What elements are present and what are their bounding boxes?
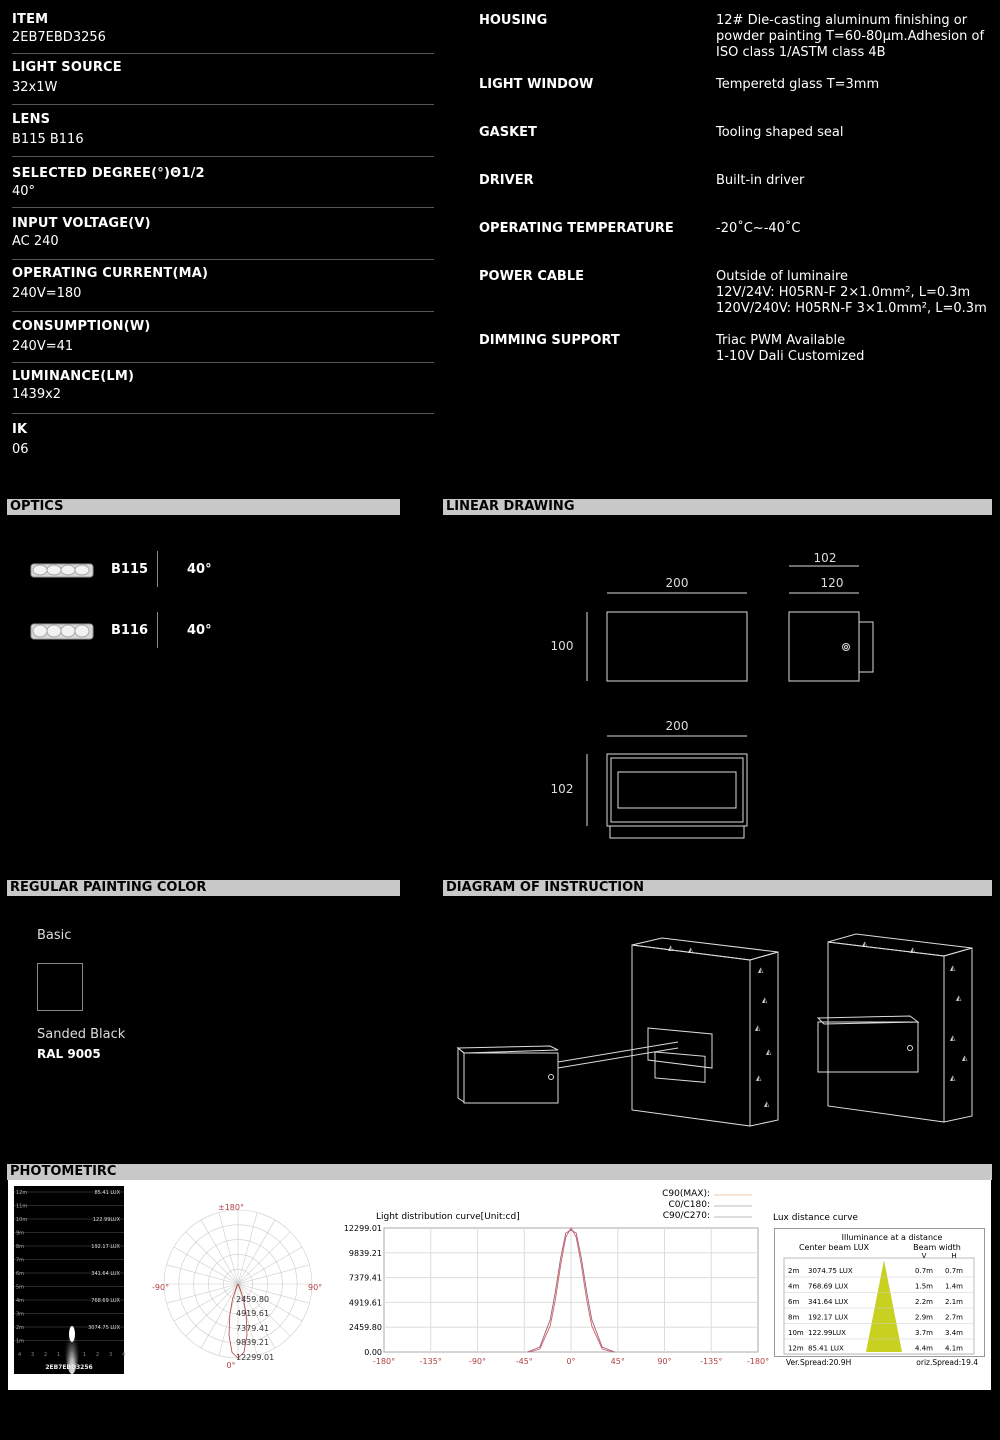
section-header-painting: REGULAR PAINTING COLOR (7, 880, 400, 896)
spec-item (12, 216, 434, 249)
iso-distance-label: 3m (16, 1311, 25, 1318)
lux-row-value: 3074.75 LUX (808, 1267, 853, 1275)
iso-distance-label: 1m (16, 1338, 25, 1345)
lens-b115-image (30, 560, 96, 580)
spec-value: 32x1W (12, 80, 58, 95)
photometric-panel (8, 1180, 991, 1390)
legend-c0c180: C0/C180: (668, 1200, 710, 1210)
polar-chart (148, 1198, 328, 1370)
spec-item (12, 266, 434, 301)
svg-text:◭: ◭ (910, 946, 916, 954)
linear-drawing (550, 540, 890, 850)
spec-label: DRIVER (479, 173, 534, 188)
spec-label: ITEM (12, 12, 49, 27)
y-tick-label: 4919.61 (348, 1298, 382, 1308)
lux-row-v: 1.5m (915, 1282, 933, 1291)
spec-label: GASKET (479, 125, 537, 140)
y-tick-label: 12299.01 (343, 1224, 382, 1233)
divider (157, 551, 158, 587)
lens-degree: 40° (187, 562, 212, 577)
curve-legend (658, 1189, 710, 1222)
polar-spoke (238, 1265, 309, 1284)
spec-value-line: Triac PWM Available (716, 333, 846, 348)
lux-row-v: 2.9m (915, 1313, 933, 1322)
polar-spoke (167, 1284, 238, 1303)
iso-distance-label: 4m (16, 1298, 25, 1304)
lens-b116-image (30, 620, 96, 642)
spec-value-line: 12V/24V: H05RN-F 2×1.0mm², L=0.3m (716, 285, 971, 300)
svg-text:◭: ◭ (758, 966, 764, 974)
iso-x-tick: 2 (96, 1352, 100, 1358)
svg-text:◭: ◭ (766, 1048, 772, 1056)
lux-row-distance: 2m (788, 1267, 800, 1275)
polar-spoke (174, 1247, 238, 1284)
spec-value-line: 1-10V Dali Customized (716, 349, 865, 364)
legend-swatches (712, 1189, 754, 1223)
polar-spoke (174, 1284, 238, 1321)
svg-text:◭: ◭ (862, 940, 868, 948)
x-tick-label: -90° (468, 1357, 487, 1366)
spec-label: LIGHT WINDOW (479, 77, 594, 92)
dimension-label: 102 (813, 551, 837, 565)
lens-name: B115 (111, 562, 149, 577)
lux-header: Illuminance at a distance (841, 1233, 943, 1242)
iso-x-tick: 3 (31, 1352, 35, 1358)
polar-spoke (201, 1220, 238, 1284)
polar-spoke (167, 1265, 238, 1284)
spec-value: Tooling shaped seal (716, 125, 844, 140)
ver-spread: Ver.Spread:20.9H (786, 1358, 852, 1367)
spec-value: 2EB7EBD3256 (12, 30, 106, 45)
divider (12, 104, 434, 105)
iso-x-tick: 1 (57, 1352, 61, 1358)
spec-item (12, 12, 434, 45)
ral-code: RAL 9005 (37, 1047, 101, 1061)
spec-label: LUMINANCE(LM) (12, 369, 135, 384)
divider (12, 259, 434, 260)
spec-value: 240V=41 (12, 339, 74, 354)
divider (12, 311, 434, 312)
instruction-diagram (450, 930, 990, 1130)
iso-x-tick: 4 (122, 1352, 126, 1358)
lux-col-h: H (951, 1252, 957, 1260)
painting-group: Basic (37, 928, 72, 943)
polar-spoke (238, 1213, 257, 1284)
chart-title: Light distribution curve[Unit:cd] (376, 1212, 520, 1222)
lux-row-h: 1.4m (945, 1282, 963, 1291)
iso-distance-label: 12m (16, 1190, 28, 1196)
polar-top-label: ±180° (218, 1203, 244, 1212)
spec-item (12, 422, 434, 457)
spec-value: Temperetd glass T=3mm (716, 77, 880, 92)
lux-row-h: 2.1m (945, 1298, 963, 1306)
spec-value: -20˚C~-40˚C (716, 221, 801, 236)
iso-lux-label: 85.41 LUX (94, 1190, 120, 1196)
y-tick-label: 0.00 (364, 1348, 382, 1357)
polar-spoke (219, 1213, 238, 1284)
svg-text:◭: ◭ (950, 964, 956, 972)
spec-item (12, 369, 434, 402)
spec-value: 40° (12, 184, 36, 199)
legend-c90max: C90(MAX): (662, 1189, 710, 1199)
color-name: Sanded Black (37, 1027, 126, 1042)
x-tick-label: 90° (657, 1357, 672, 1366)
section-header-optics: OPTICS (7, 499, 400, 515)
lux-row-h: 4.1m (945, 1344, 963, 1353)
iso-distance-label: 7m (16, 1257, 25, 1264)
section-header-instruction: DIAGRAM OF INSTRUCTION (443, 880, 992, 896)
divider (12, 53, 434, 54)
divider (12, 413, 434, 414)
lux-row-distance: 10m (788, 1329, 804, 1337)
x-tick-label: -135° (700, 1357, 723, 1366)
spec-label: OPERATING CURRENT(MA) (12, 266, 209, 281)
lux-distance-table (774, 1228, 986, 1370)
iso-lux-label: 341.64 LUX (91, 1271, 120, 1277)
svg-text:◭: ◭ (756, 1074, 762, 1082)
svg-text:◭: ◭ (962, 1054, 968, 1062)
divider (12, 207, 434, 208)
lux-col-center: Center beam LUX (798, 1243, 870, 1252)
iso-x-tick: 2 (44, 1352, 48, 1358)
hor-spread: oriz.Spread:19.4 (916, 1358, 978, 1367)
iso-x-tick: 3 (109, 1352, 113, 1358)
spec-label: LENS (12, 112, 51, 127)
spec-item (12, 60, 434, 95)
lux-row-v: 4.4m (915, 1344, 933, 1353)
spec-item (12, 166, 434, 199)
lux-row-distance: 6m (788, 1298, 800, 1306)
spec-value-line: Outside of luminaire (716, 269, 848, 284)
spec-label: SELECTED DEGREE(°)Θ1/2 (12, 166, 205, 181)
spec-label: DIMMING SUPPORT (479, 333, 620, 348)
lux-row-h: 0.7m (945, 1267, 963, 1275)
section-header-photometric: PHOTOMETIRC (7, 1164, 992, 1180)
lens-name: B116 (111, 623, 149, 638)
svg-text:◭: ◭ (688, 946, 694, 954)
lux-row-value: 192.17 LUX (808, 1313, 849, 1322)
x-tick-label: -45° (515, 1357, 533, 1366)
iso-lux-label: 3074.75 LUX (88, 1325, 120, 1331)
iso-lux-label: 122.99LUX (92, 1217, 120, 1223)
iso-distance-label: 5m (16, 1284, 25, 1291)
spec-value (716, 269, 996, 317)
dimension-label: 100 (550, 639, 574, 653)
lux-row-value: 768.69 LUX (808, 1282, 849, 1291)
spec-label: OPERATING TEMPERATURE (479, 221, 674, 236)
polar-ring-label: 12299.01 (236, 1353, 275, 1362)
iso-item-label: 2EB7EBD3256 (45, 1364, 93, 1371)
spec-value: 240V=180 (12, 286, 82, 301)
iso-distance-label: 10m (16, 1217, 28, 1223)
dimension-label: 102 (550, 782, 574, 796)
iso-distance-label: 6m (16, 1271, 25, 1277)
spec-label: CONSUMPTION(W) (12, 319, 151, 334)
lux-row-value: 341.64 LUX (808, 1298, 849, 1306)
polar-bottom-label: 0° (226, 1361, 236, 1370)
spec-label: HOUSING (479, 13, 548, 28)
spec-value: 06 (12, 442, 29, 457)
dimension-label: 200 (665, 576, 689, 590)
y-tick-label: 7379.41 (348, 1273, 382, 1283)
polar-spoke (238, 1232, 290, 1284)
polar-spoke (201, 1284, 238, 1348)
spec-label: LIGHT SOURCE (12, 60, 122, 75)
divider (157, 612, 158, 648)
polar-ring-label: 4919.61 (236, 1309, 270, 1318)
svg-text:◭: ◭ (950, 1034, 956, 1042)
lux-col-beam: Beam width (913, 1243, 961, 1252)
legend-c90c270: C90/C270: (662, 1211, 710, 1221)
spec-value: B115 B116 (12, 132, 84, 147)
x-tick-label: -180° (372, 1357, 396, 1366)
lux-row-v: 3.7m (915, 1329, 933, 1337)
color-swatch (37, 963, 83, 1011)
spec-value: Built-in driver (716, 173, 805, 188)
spec-value-line: 120V/240V: H05RN-F 3×1.0mm², L=0.3m (716, 301, 987, 316)
polar-spoke (186, 1284, 238, 1336)
svg-text:◭: ◭ (956, 994, 962, 1002)
iso-x-tick: 1 (83, 1352, 87, 1358)
svg-text:◭: ◭ (755, 1024, 761, 1032)
y-tick-label: 2459.80 (348, 1323, 382, 1333)
lux-row-value: 85.41 LUX (808, 1344, 844, 1353)
svg-text:◭: ◭ (668, 944, 674, 952)
spec-item (12, 319, 434, 354)
spec-label: IK (12, 422, 28, 437)
lux-row-distance: 12m (788, 1344, 804, 1353)
iso-lux-label: 192.17 LUX (91, 1244, 120, 1250)
dimension-label: 120 (820, 576, 844, 590)
iso-distance-label: 2m (16, 1325, 25, 1331)
lux-row-distance: 4m (788, 1282, 800, 1291)
x-tick-label: -135° (419, 1357, 442, 1366)
lux-row-distance: 8m (788, 1313, 800, 1322)
lux-row-v: 2.2m (915, 1298, 933, 1306)
lux-table-title: Lux distance curve (773, 1213, 858, 1223)
polar-spoke (186, 1232, 238, 1284)
svg-text:◭: ◭ (762, 996, 768, 1004)
spec-label: INPUT VOLTAGE(V) (12, 216, 151, 231)
spec-label: POWER CABLE (479, 269, 585, 284)
polar-ring-label: 7379.41 (236, 1324, 270, 1333)
divider (12, 362, 434, 363)
iso-x-tick: 4 (18, 1352, 22, 1358)
lux-row-h: 2.7m (945, 1313, 963, 1322)
polar-right-label: 90° (308, 1283, 323, 1292)
polar-ring-label: 9839.21 (236, 1338, 270, 1347)
lux-row-h: 3.4m (945, 1329, 963, 1337)
section-header-linear-drawing: LINEAR DRAWING (443, 499, 992, 515)
lens-degree: 40° (187, 623, 212, 638)
iso-distance-label: 11m (16, 1203, 28, 1210)
polar-spoke (238, 1220, 275, 1284)
spec-value (716, 333, 996, 365)
svg-text:◭: ◭ (764, 1100, 770, 1108)
x-tick-label: -180° (746, 1357, 770, 1366)
y-tick-label: 9839.21 (348, 1248, 382, 1258)
light-distribution-chart (326, 1224, 770, 1372)
spec-value: AC 240 (12, 234, 59, 249)
spec-item (12, 112, 434, 147)
spec-value: 12# Die-casting aluminum finishing or powder painting T=60-80μm.Adhesion of ISO class 1/ASTM class 4B (716, 13, 985, 60)
polar-left-label: -90° (152, 1283, 170, 1292)
iso-x-tick: 0 (70, 1352, 74, 1358)
lux-row-value: 122.99LUX (808, 1329, 846, 1337)
polar-spoke (238, 1247, 302, 1284)
lux-col-v: V (921, 1252, 927, 1260)
iso-distance-label: 8m (16, 1244, 25, 1250)
spec-value: 1439x2 (12, 387, 62, 402)
iso-distance-label: 9m (16, 1230, 25, 1237)
x-tick-label: 45° (610, 1357, 625, 1366)
dimension-label: 200 (665, 719, 689, 733)
lux-row-v: 0.7m (915, 1267, 933, 1275)
svg-text:◭: ◭ (950, 1074, 956, 1082)
polar-ring-label: 2459.80 (236, 1295, 270, 1304)
iso-lux-label: 768.69 LUX (91, 1298, 120, 1304)
divider (12, 156, 434, 157)
isolux-chart (14, 1186, 124, 1374)
x-tick-label: 0° (566, 1357, 576, 1366)
